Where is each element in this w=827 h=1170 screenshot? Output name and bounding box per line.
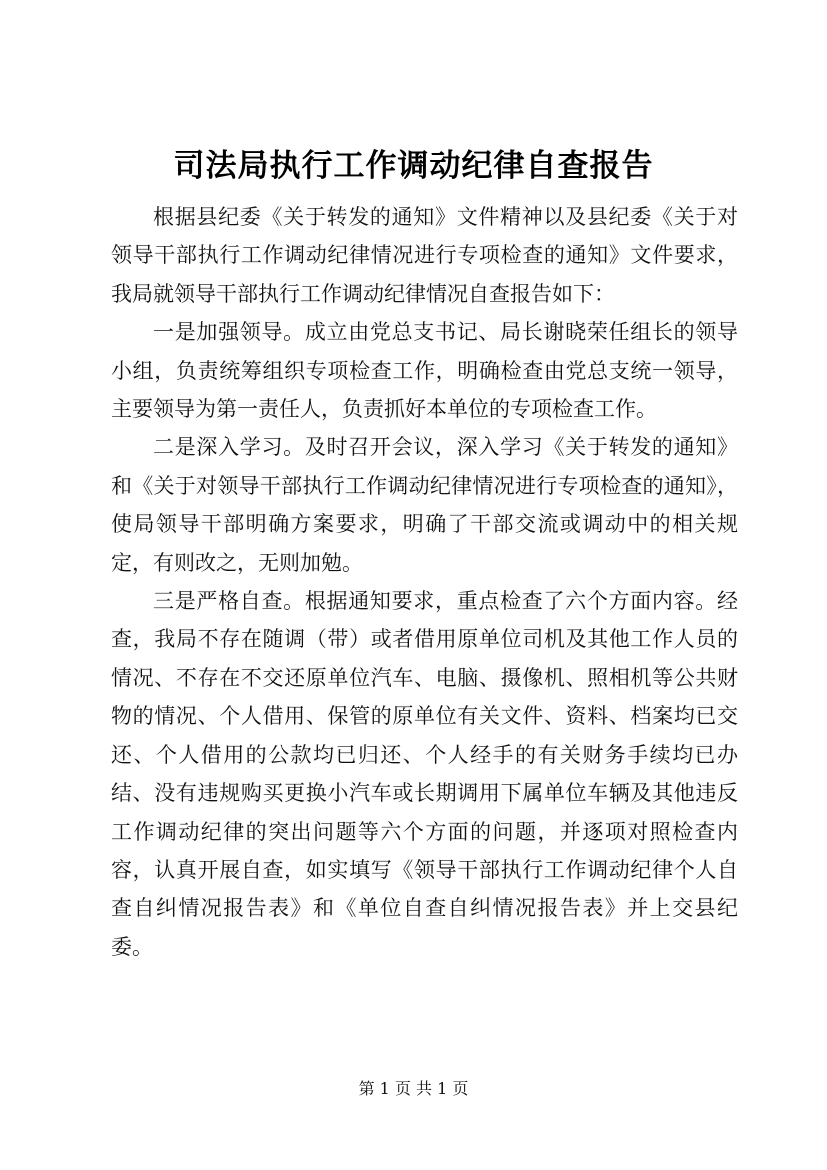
paragraph-intro: 根据县纪委《关于转发的通知》文件精神以及县纪委《关于对领导干部执行工作调动纪律情况进行专项检查的通知》文件要求，我局就领导干部执行工作调动纪律情况自查报告如下：	[111, 205, 738, 306]
paragraph-study: 二是深入学习。及时召开会议，深入学习《关于转发的通知》和《关于对领导干部执行工作调动纪律情况进行专项检查的通知》，使局领导干部明确方案要求，明确了干部交流或调动中的相关规定，有则改之，无则加勉。	[111, 435, 738, 575]
page-footer: 第 1 页 共 1 页	[358, 1079, 469, 1098]
paragraph-leadership: 一是加强领导。成立由党总支书记、局长谢晓荣任组长的领导小组，负责统筹组织专项检查工作，明确检查由党总支统一领导，主要领导为第一责任人，负责抓好本单位的专项检查工作。	[111, 320, 738, 422]
document-title: 司法局执行工作调动纪律自查报告	[173, 148, 654, 184]
paragraph-self-inspection: 三是严格自查。根据通知要求，重点检查了六个方面内容。经查，我局不存在随调（带）或者借用原单位司机及其他工作人员的情况、不存在不交还原单位汽车、电脑、摄像机、照相机等公共财物的情况、个人借用、保管的原单位有关文件、资料、档案均已交还、个人借用的公款均已归还、个人经手的有关财务手续均已办结、没有违规购买更换小汽车或长期调用下属单位车辆及其他违反工作调动纪律的突出问题等六个方面的问题，并逐项对照检查内容，认真开展自查，如实填写《领导干部执行工作调动纪律个人自查自纠情况报告表》和《单位自查自纠情况报告表》并上交县纪委。	[111, 589, 738, 959]
document-body	[111, 198, 738, 966]
